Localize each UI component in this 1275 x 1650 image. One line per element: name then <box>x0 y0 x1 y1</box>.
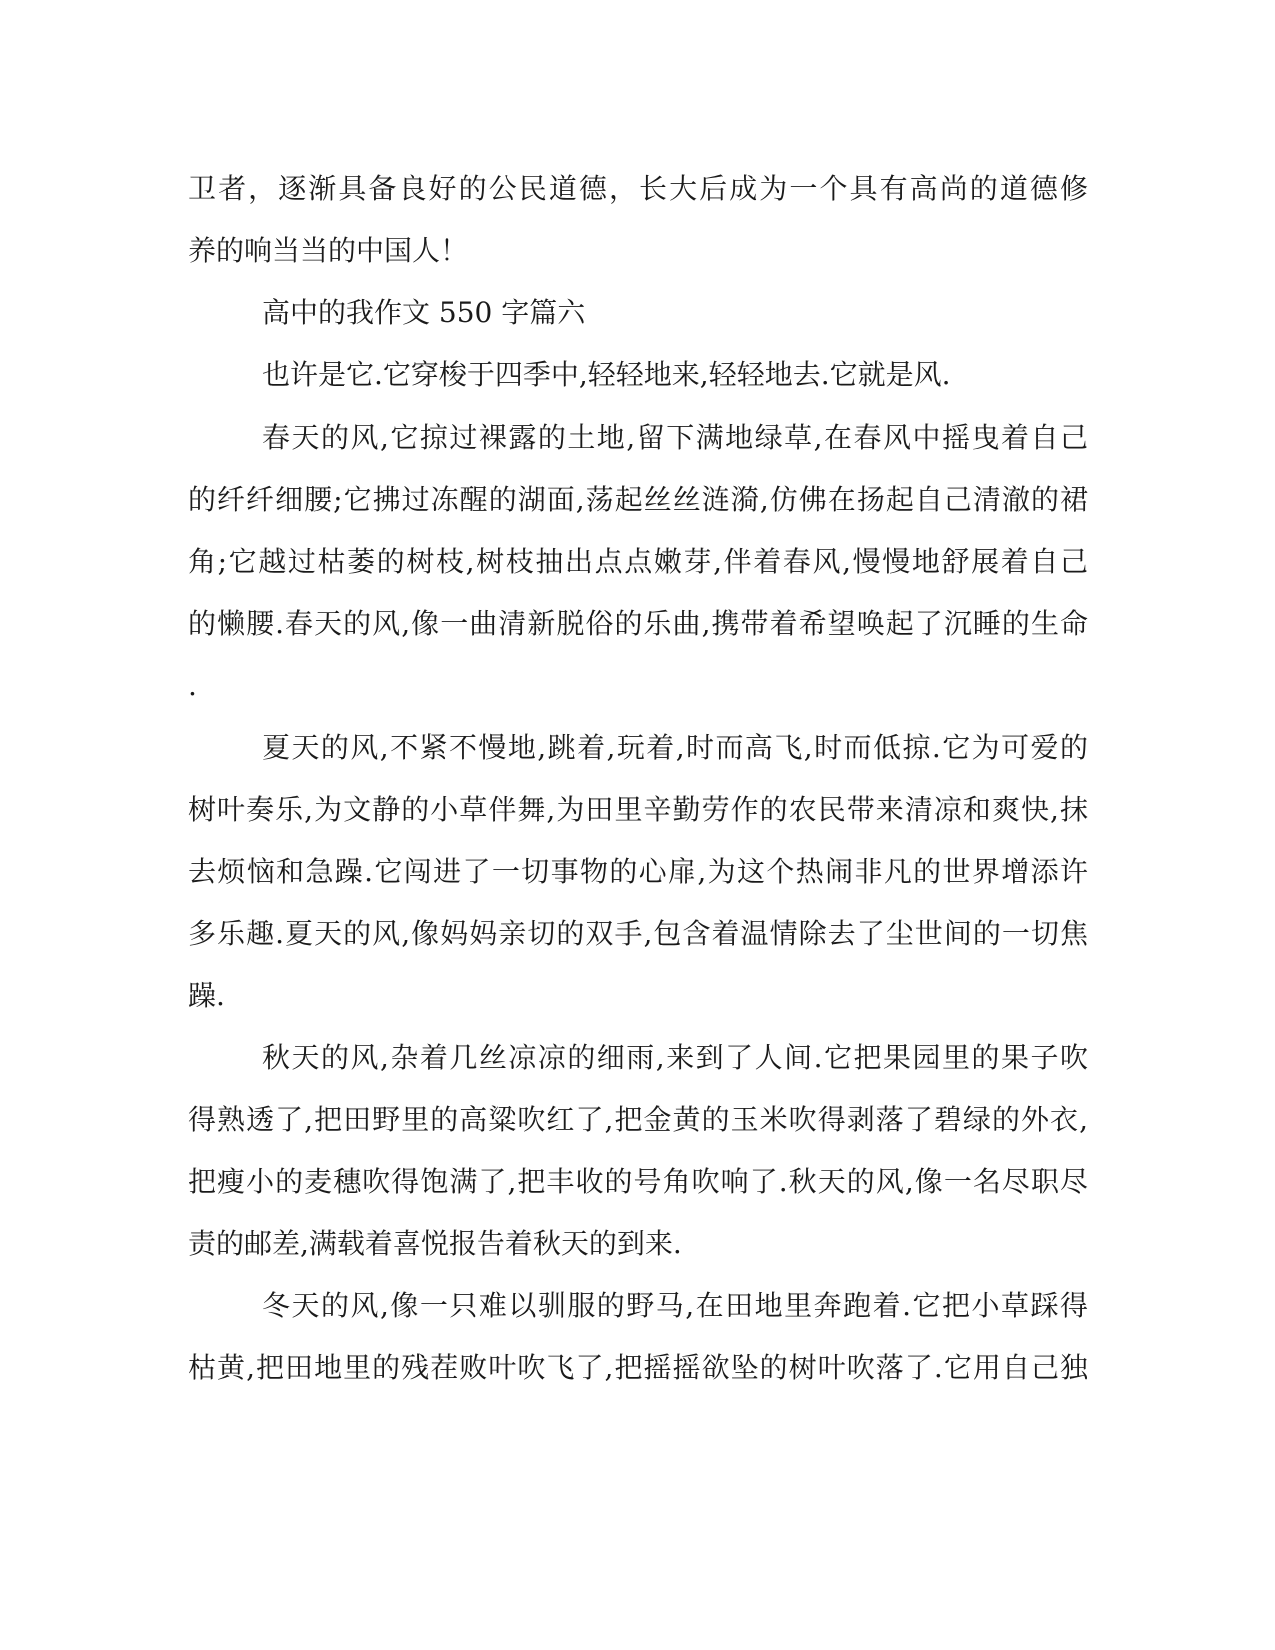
text-line: 躁. <box>188 979 225 1012</box>
text-line: 枯黄,把田地里的残茬败叶吹飞了,把摇摇欲坠的树叶吹落了.它用自己独 <box>188 1351 1088 1384</box>
text-line: 养的响当当的中国人！ <box>188 234 469 267</box>
text-line: 多乐趣.夏天的风,像妈妈亲切的双手,包含着温情除去了尘世间的一切焦 <box>188 917 1088 950</box>
text-line: 责的邮差,满载着喜悦报告着秋天的到来. <box>188 1227 682 1260</box>
text-line: . <box>188 669 197 702</box>
text-line: 角;它越过枯萎的树枝,树枝抽出点点嫩芽,伴着春风,慢慢地舒展着自己 <box>188 545 1088 578</box>
text-line: 树叶奏乐,为文静的小草伴舞,为田里辛勤劳作的农民带来清凉和爽快,抹 <box>188 793 1088 826</box>
text-line: 秋天的风,杂着几丝凉凉的细雨,来到了人间.它把果园里的果子吹 <box>262 1041 1088 1074</box>
text-line: 的纤纤细腰;它拂过冻醒的湖面,荡起丝丝涟漪,仿佛在扬起自己清澈的裙 <box>188 483 1088 516</box>
text-line: 春天的风,它掠过裸露的土地,留下满地绿草,在春风中摇曳着自己 <box>262 421 1088 454</box>
text-line: 得熟透了,把田野里的高粱吹红了,把金黄的玉米吹得剥落了碧绿的外衣, <box>188 1103 1088 1136</box>
text-line: 卫者，逐渐具备良好的公民道德，长大后成为一个具有高尚的道德修 <box>188 172 1088 205</box>
text-line: 把瘦小的麦穗吹得饱满了,把丰收的号角吹响了.秋天的风,像一名尽职尽 <box>188 1165 1088 1198</box>
text-line: 夏天的风,不紧不慢地,跳着,玩着,时而高飞,时而低掠.它为可爱的 <box>262 731 1088 764</box>
text-line: 也许是它.它穿梭于四季中,轻轻地来,轻轻地去.它就是风. <box>262 358 951 391</box>
text-line: 去烦恼和急躁.它闯进了一切事物的心扉,为这个热闹非凡的世界增添许 <box>188 855 1088 888</box>
section-heading: 高中的我作文 550 字篇六 <box>262 296 586 329</box>
text-line: 冬天的风,像一只难以驯服的野马,在田地里奔跑着.它把小草踩得 <box>262 1289 1088 1322</box>
text-line: 的懒腰.春天的风,像一曲清新脱俗的乐曲,携带着希望唤起了沉睡的生命 <box>188 607 1088 640</box>
